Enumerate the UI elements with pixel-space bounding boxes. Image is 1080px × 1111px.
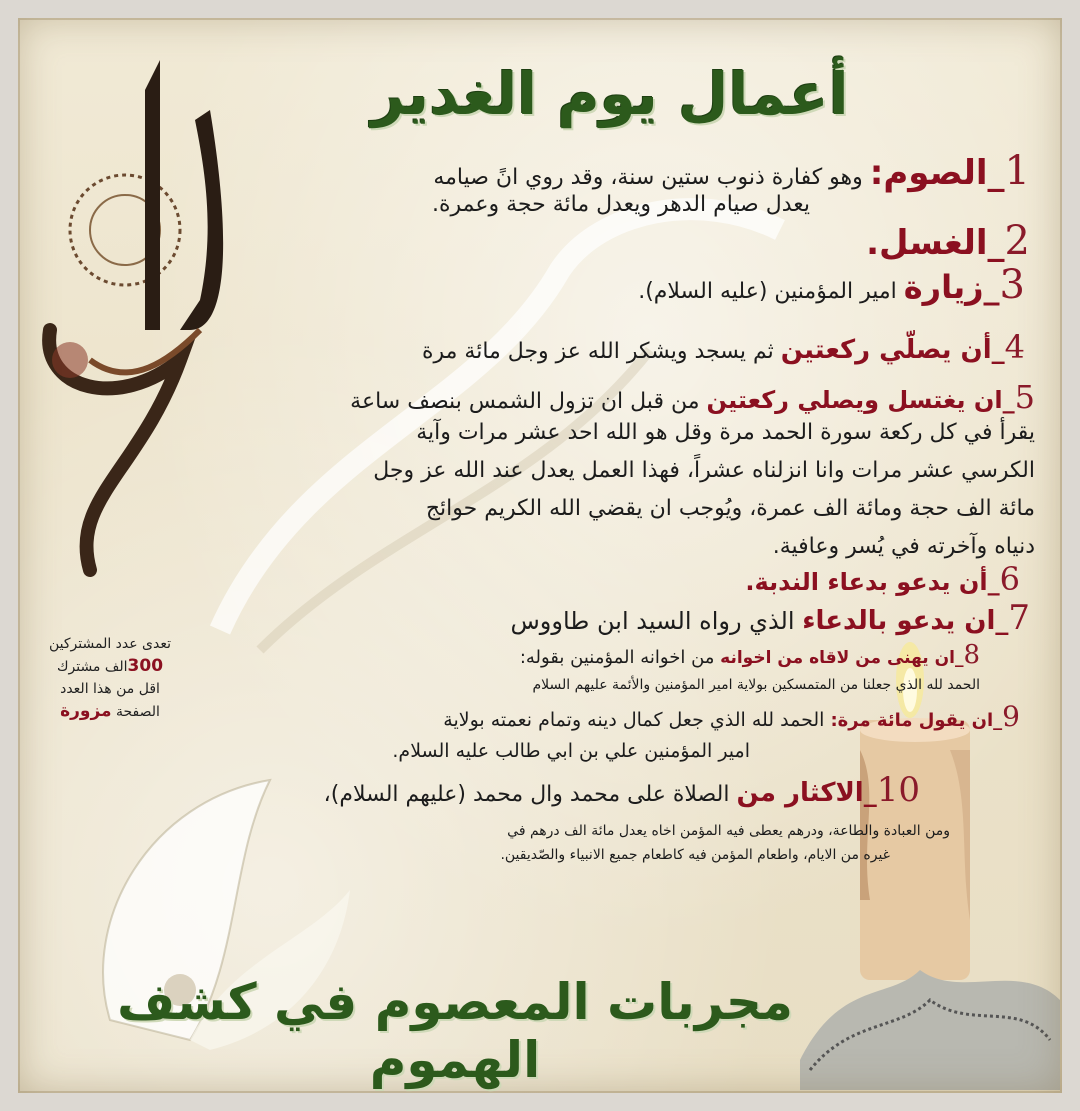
item-text: دنياه وآخرته في يُسر وعافية.: [772, 534, 1035, 559]
list-item: [250, 847, 890, 863]
item-text: مائة الف حجة ومائة الف عمرة، ويُوجب ان يقضي الله الكريم حوائج: [425, 496, 1035, 521]
note-line: [30, 700, 190, 723]
list-item: [325, 262, 1025, 308]
item-number: 1: [1004, 148, 1030, 194]
item-text: الصلاة على محمد وال محمد (عليهم السلام)،: [323, 782, 730, 807]
list-item: [730, 218, 1030, 264]
item-text: امير المؤمنين علي بن ابي طالب عليه السلام.: [392, 740, 750, 762]
item-number: 3: [999, 262, 1025, 308]
item-heading: _أن يدعو بدعاء الندبة.: [745, 568, 1000, 596]
fake-label: مزورة: [60, 701, 112, 721]
item-heading: _ان يهنى من لاقاه من اخوانه: [720, 648, 964, 668]
item-text: امير المؤمنين (عليه السلام).: [638, 279, 897, 304]
list-item: [185, 378, 1035, 416]
item-number: 9: [1002, 700, 1020, 733]
item-number: 10: [876, 770, 920, 810]
item-heading: _الصوم:: [869, 153, 1005, 193]
note-line: تعدى عدد المشتركين: [48, 636, 172, 652]
item-text: من اخوانه المؤمنين بقوله:: [519, 647, 715, 668]
item-text: يعدل صيام الدهر ويعدل مائة حجة وعمرة.: [432, 192, 810, 217]
item-text: الكرسي عشر مرات وانا انزلناه عشراً، فهذا العمل يعدل عند الله عز وجل: [373, 458, 1035, 483]
item-text: الحمد لله الذي جعل كمال دينه وتمام نعمته بولاية: [443, 709, 825, 731]
item-heading: _أن يصلّي ركعتين: [780, 335, 1005, 365]
item-number: 2: [1004, 218, 1030, 264]
item-text: وهو كفارة ذنوب ستين سنة، وقد روي انً صيامه: [433, 165, 863, 190]
item-heading: _ان يغتسل ويصلي ركعتين: [706, 386, 1015, 414]
subscriber-note: [30, 633, 190, 723]
page-title: أعمال يوم الغدير: [371, 60, 849, 128]
item-number: 6: [999, 560, 1020, 598]
item-text: يقرأ في كل ركعة سورة الحمد مرة وقل هو الله احد عشر مرات وآية: [416, 420, 1035, 445]
list-item: [520, 560, 1020, 598]
list-item: [180, 700, 1020, 733]
item-heading: _الغسل.: [866, 223, 1005, 263]
note-line: الف مشترك: [56, 659, 128, 675]
list-item: [210, 192, 810, 217]
item-heading: _ان يقول مائة مرة:: [830, 710, 1003, 731]
list-item: [330, 598, 1030, 638]
list-item: [210, 148, 1030, 194]
item-text: من قبل ان تزول الشمس بنصف ساعة: [350, 389, 700, 414]
list-item: [185, 458, 1035, 483]
item-number: 8: [963, 640, 980, 670]
list-item: [200, 770, 920, 810]
list-item: [185, 496, 1035, 521]
item-number: 7: [1008, 598, 1030, 638]
item-text: الحمد لله الذي جعلنا من المتمسكين بولاية امير المؤمنين والأئمة عليهم السلام: [532, 677, 980, 693]
item-text: غيره من الايام، واطعام المؤمن فيه كاطعام جميع الانبياء والصّديقين.: [500, 847, 890, 863]
item-number: 5: [1014, 378, 1035, 416]
item-text: الذي رواه السيد ابن طاووس: [510, 607, 795, 635]
footer-title: مجربات المعصوم في كشف الهموم: [117, 973, 793, 1089]
list-item: [185, 420, 1035, 445]
item-text: ثم يسجد ويشكر الله عز وجل مائة مرة: [421, 339, 774, 364]
note-line: الصفحة: [116, 704, 160, 720]
item-number: 4: [1004, 328, 1025, 366]
list-item: [175, 328, 1025, 366]
item-heading: _زيارة: [903, 268, 1000, 306]
list-item: [185, 534, 1035, 559]
item-text: ومن العبادة والطاعة، ودرهم يعطى فيه المؤمن اخاه يعدل مائة الف درهم في: [507, 823, 950, 839]
list-item: [190, 740, 750, 762]
list-item: [280, 640, 980, 670]
subscriber-count: 300: [127, 656, 164, 676]
item-heading: _الاكثار من: [736, 778, 877, 808]
note-line: [30, 655, 190, 678]
list-item: [250, 823, 950, 839]
note-line: اقل من هذا العدد: [60, 681, 160, 697]
list-item: [260, 677, 980, 693]
item-heading: _ان يدعو بالدعاء: [802, 606, 1009, 636]
